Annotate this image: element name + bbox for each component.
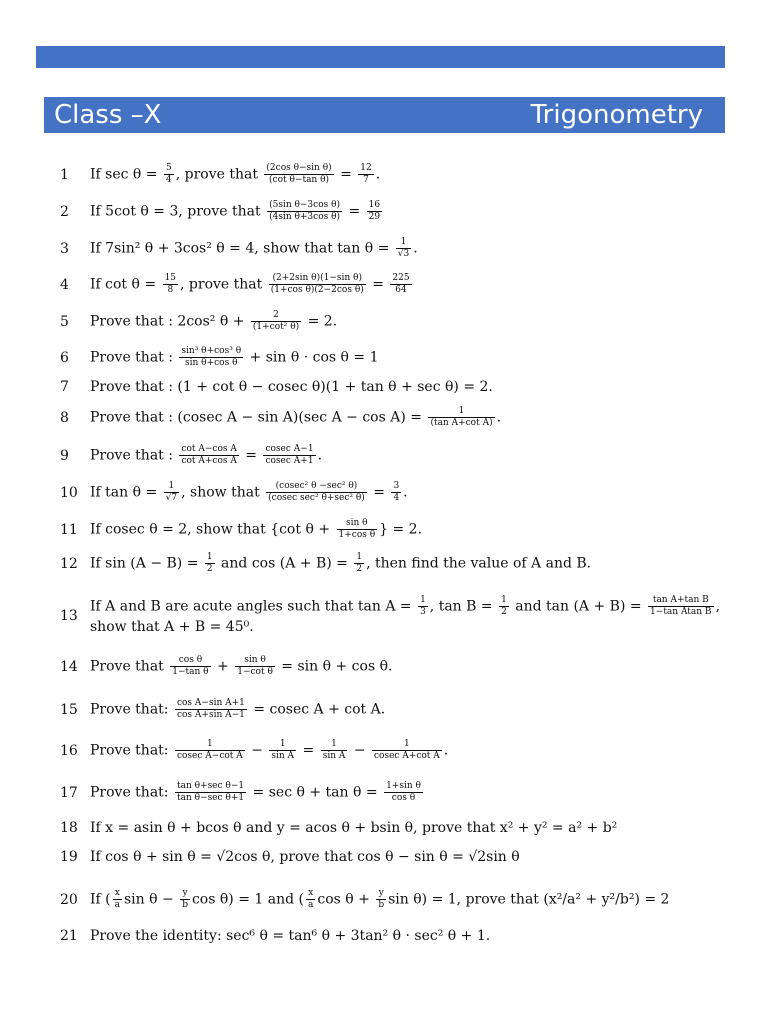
question-item [60, 346, 720, 369]
question-number: 9 [60, 447, 69, 464]
question-text-segment: Prove that : (1 + cot θ − cosec θ)(1 + tan θ + sec θ) = 2. [90, 379, 493, 395]
fraction-denominator: tan θ−sec θ+1 [176, 793, 245, 803]
fraction-numerator: (2cos θ−sin θ) [266, 163, 332, 173]
question-number: 14 [60, 658, 78, 675]
question-text-segment: Prove that : [90, 349, 178, 366]
fraction-denominator: √7 [165, 493, 178, 503]
fraction [179, 346, 243, 369]
fraction-denominator: 1−tan θ [172, 667, 209, 677]
fraction-denominator: 29 [368, 212, 381, 222]
question-number: 15 [60, 701, 78, 718]
fraction-numerator: 5 [165, 163, 172, 173]
fraction [372, 739, 442, 762]
fraction [390, 273, 411, 296]
fraction-numerator: 1 [428, 406, 494, 418]
question-item [60, 888, 720, 911]
question-text-segment: = 2. [303, 313, 338, 330]
question-item [60, 655, 720, 678]
fraction-denominator: 1−cot θ [237, 667, 273, 677]
question-item [60, 552, 720, 575]
fraction-numerator: (5sin θ−3cos θ) [269, 200, 341, 210]
question-text-segment: . [375, 166, 381, 183]
fraction-numerator: cos θ [170, 655, 210, 667]
question-item [60, 518, 720, 541]
fraction-denominator: 7 [363, 175, 369, 185]
fraction-denominator: b [378, 900, 385, 910]
fraction-numerator: sin θ [337, 518, 378, 530]
fraction-denominator: cot A+cos A [181, 456, 237, 466]
fraction-denominator: (1+cot² θ) [252, 322, 300, 332]
fraction [180, 888, 190, 911]
fraction [337, 518, 378, 541]
fraction [164, 163, 174, 186]
question-text-segment: + [212, 658, 234, 675]
class-label: Class –X [54, 100, 162, 130]
fraction [175, 739, 245, 762]
fraction-denominator: a [114, 900, 120, 910]
question-text-segment: If ( [90, 891, 111, 908]
fraction-denominator: (cot θ−tan θ) [269, 175, 330, 185]
question-text-segment: − [246, 742, 268, 759]
fraction-denominator: 4 [165, 175, 172, 185]
fraction-numerator: 1 [321, 739, 348, 751]
question-text-segment: Prove that: [90, 742, 173, 759]
question-text-segment: If 5cot θ = 3, prove that [90, 203, 266, 220]
fraction-denominator: 4 [393, 493, 400, 503]
question-item [60, 819, 720, 837]
fraction-denominator: sin A [322, 751, 346, 761]
question-text-segment: and cos (A + B) = [216, 555, 353, 572]
question-item [60, 739, 720, 762]
fraction-denominator: (tan A+cot A) [430, 418, 493, 428]
fraction [396, 237, 411, 260]
fraction-numerator: 225 [392, 273, 410, 283]
question-text-segment: and tan (A + B) = [510, 598, 647, 615]
fraction [263, 444, 315, 467]
question-text [90, 518, 720, 541]
question-text-segment: Prove that: [90, 701, 173, 718]
fraction-numerator: sin θ [235, 655, 275, 667]
question-number: 16 [60, 742, 78, 759]
question-text-segment: + sin θ · cos θ = 1 [245, 349, 379, 366]
question-number: 8 [60, 409, 69, 426]
fraction [428, 406, 494, 429]
question-text-segment: . [403, 484, 408, 501]
fraction [391, 481, 401, 504]
fraction [269, 273, 366, 296]
fraction-numerator: 1+sin θ [386, 781, 421, 791]
fraction [321, 739, 348, 762]
fraction [175, 781, 246, 804]
question-text [90, 444, 720, 467]
question-text-segment: = [335, 166, 357, 183]
question-text-segment: = [298, 742, 319, 759]
fraction-numerator: 15 [164, 273, 177, 283]
question-text [90, 781, 720, 804]
fraction [205, 552, 215, 575]
fraction [113, 888, 122, 911]
fraction-numerator: (2+2sin θ)(1−sin θ) [269, 273, 366, 285]
question-text-segment: If cosec θ = 2, show that {cot θ + [90, 521, 335, 538]
fraction [376, 888, 386, 911]
fraction-denominator: a [308, 900, 314, 910]
question-number: 19 [60, 849, 78, 865]
question-text-segment: − [349, 742, 370, 759]
fraction-numerator: 1 [356, 552, 363, 562]
question-text-segment: cos θ + [317, 891, 375, 908]
fraction-numerator: x [113, 888, 122, 900]
question-text-segment: = sec θ + tan θ = [248, 784, 383, 801]
fraction [418, 595, 428, 618]
fraction-numerator: 1 [501, 595, 507, 605]
question-text [90, 819, 720, 837]
question-text [90, 237, 720, 260]
question-number: 2 [60, 203, 69, 220]
fraction-numerator: 1 [372, 739, 442, 751]
question-text-segment: Prove the identity: sec⁶ θ = tan⁶ θ + 3tan² θ · sec² θ + 1. [90, 928, 491, 944]
question-text-segment: = cosec A + cot A. [248, 701, 386, 718]
question-item [60, 444, 720, 467]
question-number: 18 [60, 820, 78, 836]
question-text-segment: , show that A + B = 45⁰. [90, 598, 721, 635]
question-text-segment: cos θ) = 1 and ( [191, 891, 304, 908]
question-number: 6 [60, 349, 69, 366]
fraction-denominator: cosec A+1 [265, 456, 314, 466]
fraction-numerator: 1 [175, 739, 245, 751]
fraction-numerator: 1 [206, 552, 213, 562]
question-text-segment: , tan B = [429, 598, 498, 615]
question-text-segment: = [240, 447, 262, 464]
page-header [44, 97, 725, 133]
fraction-denominator: 2 [356, 564, 363, 574]
top-accent-bar [36, 46, 725, 68]
question-text-segment: sin θ − [124, 891, 179, 908]
fraction-denominator: cosec A−cot A [176, 751, 243, 761]
question-text-segment: } = 2. [379, 521, 423, 538]
fraction [499, 595, 509, 618]
fraction-denominator: sin A [271, 751, 295, 761]
question-text [90, 848, 720, 866]
question-item [60, 595, 720, 636]
fraction-denominator: (4sin θ+3cos θ) [269, 212, 341, 222]
question-text [90, 310, 720, 333]
fraction-numerator: cosec A−1 [265, 444, 314, 454]
fraction [354, 552, 364, 575]
fraction [267, 200, 342, 223]
question-item [60, 310, 720, 333]
fraction-denominator: cosec A+cot A [374, 751, 440, 761]
question-text-segment: , prove that [180, 276, 267, 293]
question-text-segment: = [344, 203, 365, 220]
fraction-numerator: cot A−cos A [181, 444, 237, 454]
fraction [269, 739, 296, 762]
question-item [60, 378, 720, 396]
question-text-segment: If x = asin θ + bcos θ and y = acos θ + bsin θ, prove that x² + y² = a² + b² [90, 820, 618, 836]
question-text-segment: Prove that [90, 658, 169, 675]
fraction [163, 273, 178, 296]
fraction [367, 200, 382, 223]
question-text [90, 552, 720, 575]
fraction-numerator: y [376, 888, 386, 900]
question-text-segment: = sin θ + cos θ. [276, 658, 393, 675]
question-text-segment: , prove that [175, 166, 263, 183]
fraction-numerator: 2 [251, 310, 301, 322]
question-item [60, 273, 720, 296]
fraction [358, 163, 373, 186]
question-number: 10 [60, 484, 78, 501]
question-text-segment: Prove that : 2cos² θ + [90, 313, 249, 330]
question-text-segment: Prove that : (cosec A − sin A)(sec A − cos A) = [90, 409, 427, 426]
question-number: 12 [60, 555, 78, 572]
question-item [60, 200, 720, 223]
fraction-denominator: 2 [206, 564, 213, 574]
question-number: 4 [60, 276, 69, 293]
question-number: 20 [60, 891, 78, 908]
question-number: 17 [60, 784, 78, 801]
question-text-segment: If cos θ + sin θ = √2cos θ, prove that cos θ − sin θ = √2sin θ [90, 849, 520, 865]
question-text [90, 888, 720, 911]
fraction-numerator: cos A−sin A+1 [176, 698, 245, 708]
question-item [60, 406, 720, 429]
question-text-segment: If cot θ = [90, 276, 161, 293]
question-text [90, 698, 720, 721]
question-text [90, 200, 720, 223]
fraction [384, 781, 423, 804]
fraction [251, 310, 301, 333]
fraction [264, 163, 333, 186]
fraction-numerator: (cosec² θ −sec² θ) [266, 481, 367, 493]
question-number: 21 [60, 928, 78, 944]
fraction-denominator: √3 [397, 249, 410, 259]
question-number: 1 [60, 166, 69, 183]
question-text-segment: If sin (A − B) = [90, 555, 203, 572]
question-text-segment: . [443, 742, 449, 759]
fraction-denominator: b [182, 900, 188, 910]
fraction-denominator: 2 [501, 607, 507, 617]
question-text [90, 739, 720, 762]
fraction-numerator: 3 [393, 481, 400, 491]
question-text-segment: , show that [181, 484, 265, 501]
question-text-segment: = [368, 484, 390, 501]
fraction [266, 481, 367, 504]
question-text-segment: . [413, 240, 418, 257]
question-text [90, 927, 720, 945]
question-number: 13 [60, 607, 78, 624]
question-text-segment: . [317, 447, 323, 464]
question-item [60, 698, 720, 721]
fraction-numerator: 1 [269, 739, 296, 751]
question-number: 5 [60, 313, 69, 330]
fraction [648, 595, 714, 618]
fraction-denominator: 3 [420, 607, 426, 617]
fraction-denominator: 8 [167, 285, 174, 295]
question-text-segment: . [496, 409, 502, 426]
fraction-numerator: sin³ θ+cos³ θ [181, 346, 242, 356]
fraction-numerator: 1 [164, 481, 179, 493]
question-item [60, 237, 720, 260]
question-item [60, 848, 720, 866]
fraction [170, 655, 210, 678]
fraction-denominator: cos θ [391, 793, 416, 803]
fraction-numerator: 1 [420, 595, 426, 605]
question-text-segment: , then find the value of A and B. [366, 555, 592, 572]
fraction-denominator: cos A+sin A−1 [176, 710, 245, 720]
question-text-segment: = [367, 276, 389, 293]
question-text [90, 273, 720, 296]
question-number: 7 [60, 379, 69, 395]
fraction-numerator: 12 [360, 163, 372, 173]
fraction-denominator: (1+cos θ)(2−2cos θ) [270, 285, 364, 295]
fraction-denominator: 64 [395, 285, 407, 295]
question-number: 11 [60, 521, 78, 538]
question-text [90, 655, 720, 678]
question-text [90, 346, 720, 369]
question-text-segment: If sec θ = [90, 166, 162, 183]
fraction-numerator: 1 [396, 237, 411, 249]
question-text-segment: If tan θ = [90, 484, 162, 501]
fraction [179, 444, 238, 467]
question-item [60, 927, 720, 945]
question-item [60, 481, 720, 504]
question-text-segment: If A and B are acute angles such that tan A = [90, 598, 417, 615]
fraction-numerator: tan θ+sec θ−1 [176, 781, 245, 791]
fraction-numerator: 16 [368, 200, 381, 210]
fraction-denominator: 1+cos θ [338, 530, 376, 540]
question-item [60, 781, 720, 804]
subject-title: Trigonometry [530, 100, 703, 130]
fraction-denominator: (cosec sec² θ+sec² θ) [268, 493, 365, 503]
question-number: 3 [60, 240, 69, 257]
fraction-numerator: tan A+tan B [648, 595, 714, 607]
question-text [90, 406, 720, 429]
question-text [90, 595, 720, 636]
question-text [90, 481, 720, 504]
question-text-segment: Prove that: [90, 784, 173, 801]
fraction [164, 481, 179, 504]
fraction [306, 888, 315, 911]
question-text-segment: If 7sin² θ + 3cos² θ = 4, show that tan θ = [90, 240, 394, 257]
question-text [90, 163, 720, 186]
question-text-segment: sin θ) = 1, prove that (x²/a² + y²/b²) = 2 [388, 891, 670, 908]
question-text [90, 378, 720, 396]
fraction-numerator: y [180, 888, 190, 900]
fraction-numerator: x [306, 888, 315, 900]
fraction-denominator: sin θ+cos θ [185, 358, 238, 368]
fraction-denominator: 1−tan Atan B [650, 607, 712, 617]
fraction [235, 655, 275, 678]
question-text-segment: Prove that : [90, 447, 178, 464]
fraction [175, 698, 247, 721]
question-item [60, 163, 720, 186]
